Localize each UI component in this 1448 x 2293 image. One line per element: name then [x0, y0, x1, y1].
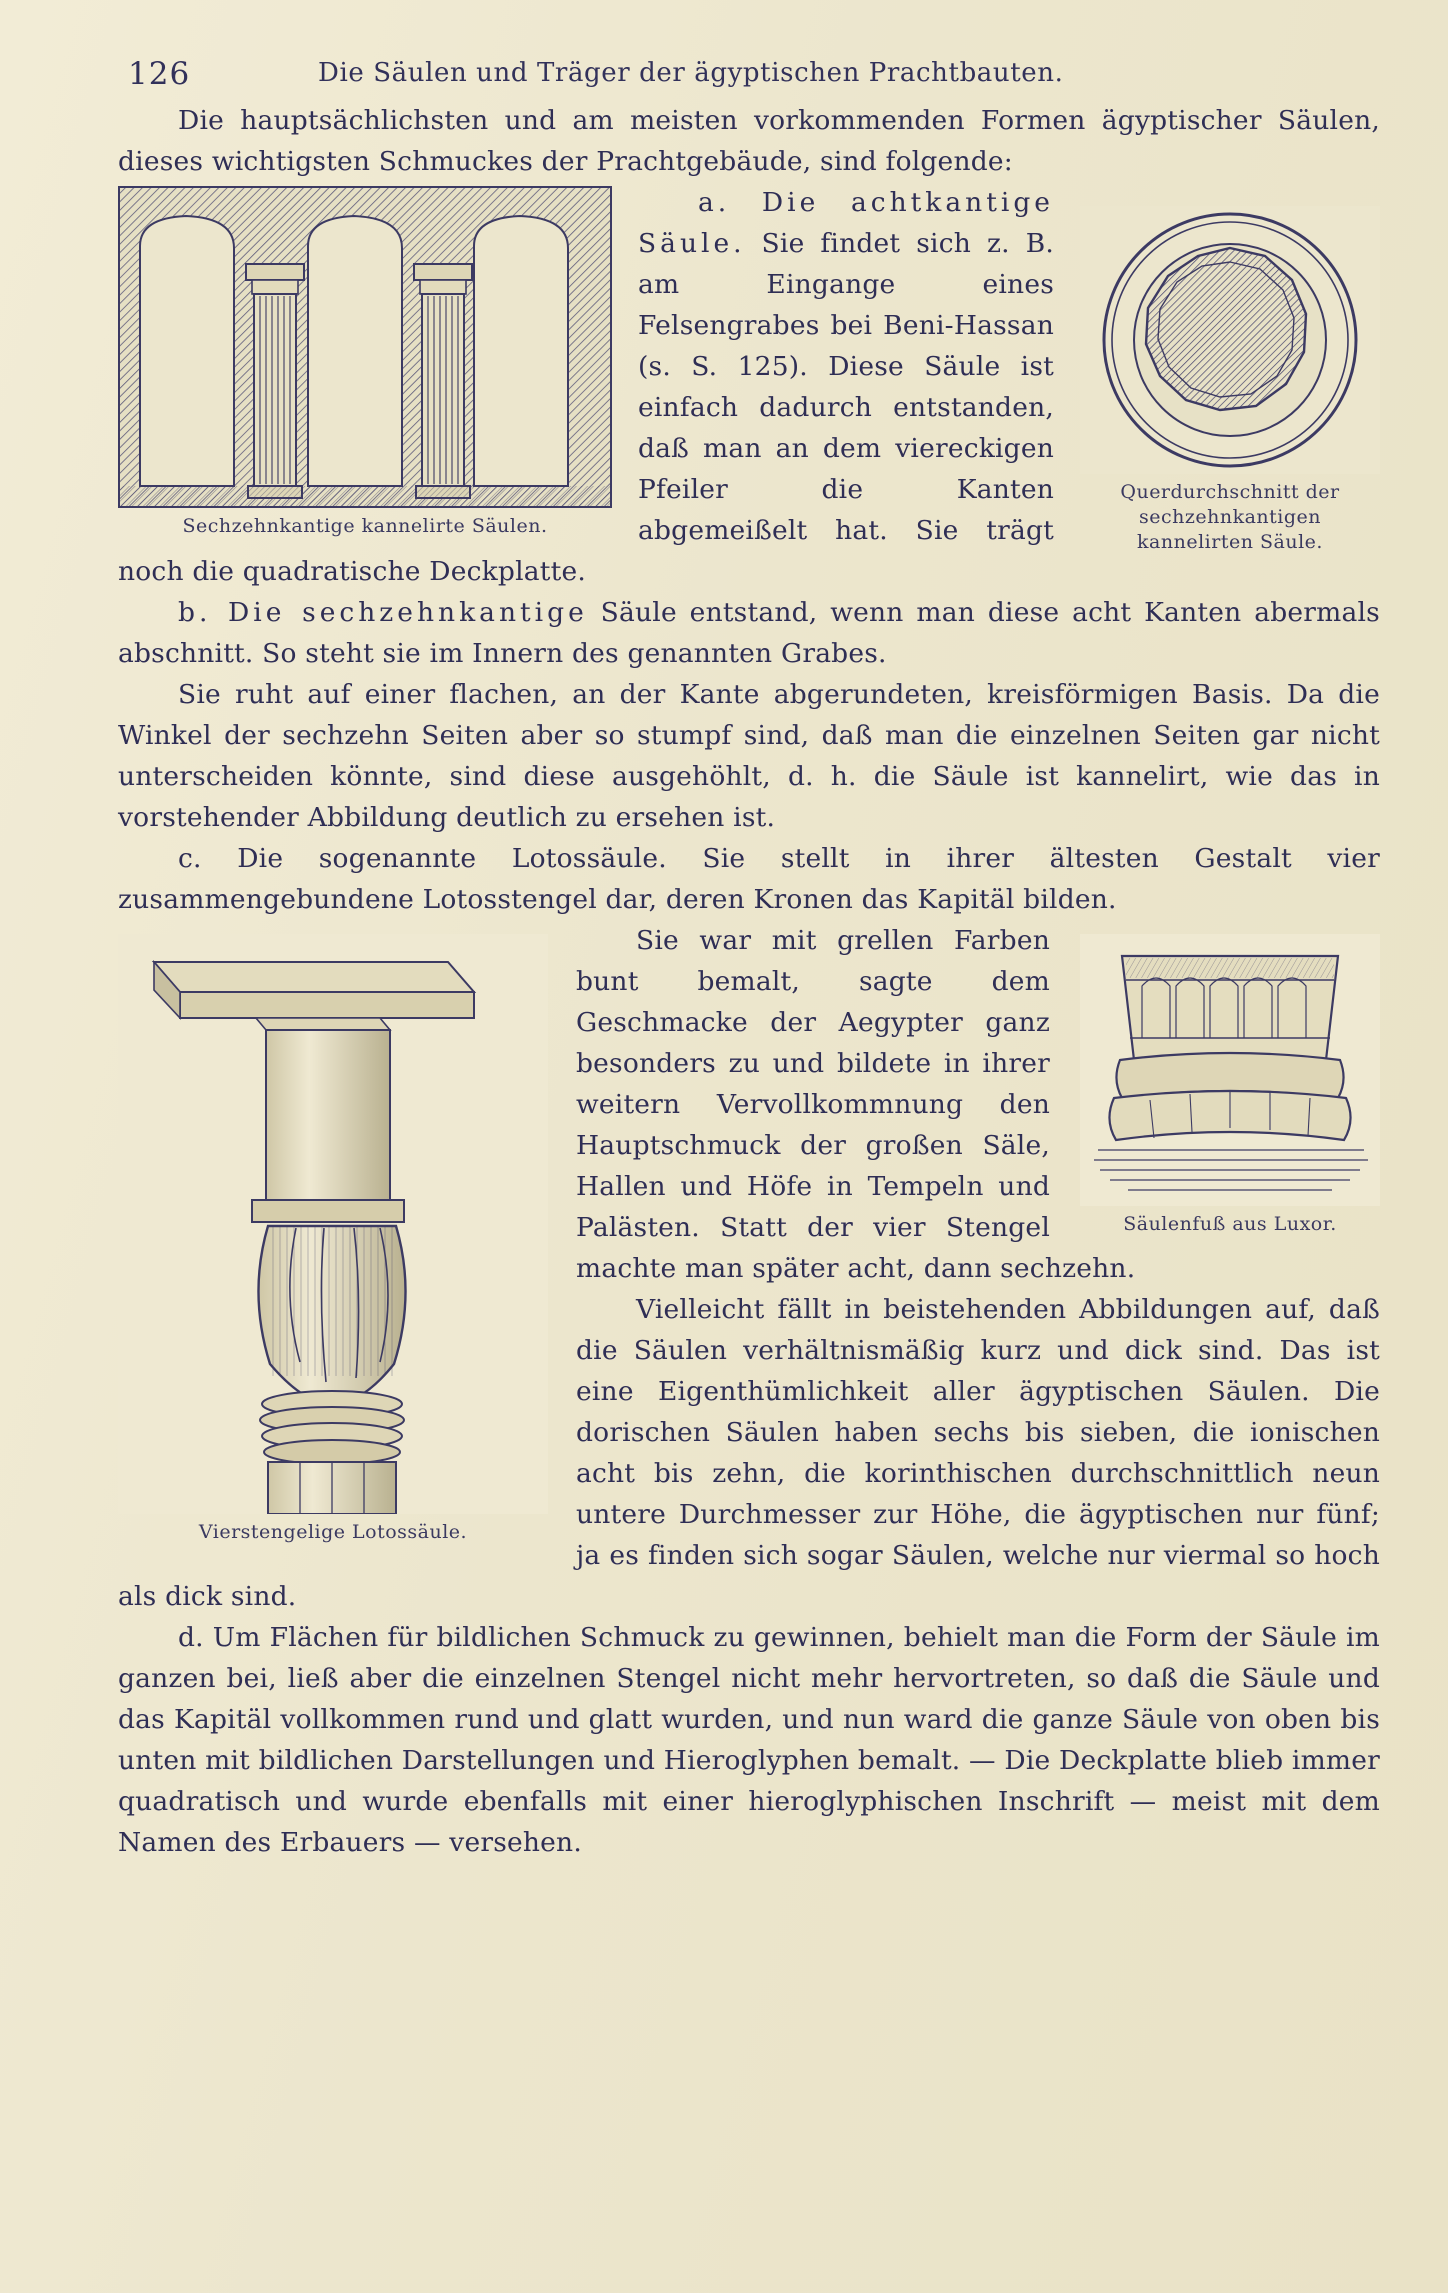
- paragraph-lotus-column: c. Die sogenannte Lotossäule. Sie stellt in ihrer ältesten Gestalt vier zusammengebundene Lotosstengel dar, deren Kronen das Kapitäl bilden.: [118, 843, 1380, 915]
- base-drum: [1122, 956, 1338, 1060]
- figure-cross-section: [1080, 206, 1380, 555]
- column-shaft-2: [414, 264, 472, 498]
- page-number: 126: [128, 56, 191, 92]
- engraving-sixteen-sided-columns: [118, 186, 612, 508]
- figure-column-base-luxor: [1080, 934, 1380, 1237]
- figure-caption-cross-section: Querdurchschnitt der sechzehnkantigen kannelirten Säule.: [1120, 481, 1340, 553]
- engraving-cross-section: [1080, 206, 1380, 474]
- figure-caption-base: Säulenfuß aus Luxor.: [1123, 1213, 1337, 1235]
- paragraph-sixteen-sided: b. Die sechzehnkantige Säule entstand, wenn man diese acht Kanten abermals abschnitt. So steht sie im Innern des genannten Grabes.: [118, 597, 1380, 669]
- figure-caption-columns: Sechzehnkantige kannelirte Säulen.: [182, 515, 548, 537]
- abacus: [154, 962, 474, 1018]
- lead-in-d: d. Um Flächen für bildlichen Schmuck zu gewinnen,: [178, 1622, 895, 1653]
- engraving-column-base-luxor: [1080, 934, 1380, 1206]
- column-shaft-1: [246, 264, 304, 498]
- running-head: [118, 48, 1380, 100]
- column-shaft: [268, 1462, 396, 1514]
- binding-rings: [260, 1391, 404, 1464]
- paragraph-proportions: Vielleicht fällt in beistehenden Abbildungen auf, daß die Säulen verhältnismäßig kurz und dick sind. Das ist eine Eigenthümlichkeit aller ägyptischen Säulen. Die dorischen Säulen haben sechs bis sieben, die ionischen acht bis zehn, die korinthischen durchschnittlich neun untere Durchmesser zur Höhe, die ägyptischen nur fünf; ja es finden sich sogar Säulen, welche nur viermal so hoch als dick sind.: [118, 1294, 1380, 1612]
- running-head-title: Die Säulen und Träger der ägyptischen Prachtbauten.: [318, 58, 1064, 88]
- base-torus: [1109, 1053, 1350, 1140]
- page-content: [118, 48, 1380, 2228]
- paragraph-intro: Die hauptsächlichsten und am meisten vorkommenden Formen ägyptischer Säulen, dieses wichtigsten Schmuckes der Prachtgebäude, sind folgende:: [118, 105, 1380, 177]
- lead-in-c: c. Die sogenannte Lotossäule.: [178, 843, 667, 874]
- engraving-lotus-column: [118, 934, 548, 1514]
- paragraph-surfaces: d. Um Flächen für bildlichen Schmuck zu gewinnen, behielt man die Form der Säule im ganzen bei, ließ aber die einzelnen Stengel nicht mehr hervortreten, so daß die Säule und das Kapitäl vollkommen rund und glatt wurden, und nun ward die ganze Säule von oben bis unten mit bildlichen Darstellungen und Hieroglyphen bemalt. — Die Deckplatte blieb immer quadratisch und wurde ebenfalls mit einer hieroglyphischen Inschrift — meist mit dem Namen des Erbauers — versehen.: [118, 1622, 1380, 1858]
- figure-lotus-column: [118, 934, 548, 1545]
- figure-caption-lotus: Vierstengelige Lotossäule.: [198, 1521, 468, 1543]
- paragraph-base-description: Sie ruht auf einer flachen, an der Kante abgerundeten, kreisförmigen Basis. Da die Winkel der sechzehn Seiten aber so stumpf sind, daß man die einzelnen Seiten gar nicht unterscheiden könnte, sind diese ausgehöhlt, d. h. die Säule ist kannelirt, wie das in vorstehender Abbildung deutlich zu ersehen ist.: [118, 679, 1380, 833]
- paragraph-colouring: Sie war mit grellen Farben bunt bemalt, sagte dem Geschmacke der Aegypter ganz besonders zu und bildete in ihrer weitern Vervollkommnung den Hauptschmuck der großen Säle, Hallen und Höfe in Tempeln und Palästen. Statt der vier Stengel machte man später acht, dann sechzehn.: [576, 925, 1136, 1284]
- lead-in-a: a. Die achtkantige Säule.: [638, 187, 1054, 259]
- capital-block: [252, 1018, 404, 1222]
- lead-in-b: b. Die sechzehnkantige: [178, 597, 588, 628]
- paragraph-octagonal: a. Die achtkantige Säule. Sie findet sich z. B. am Eingange eines Felsengrabes bei Beni‑Hassan (s. S. 125). Diese Säule ist einfach dadurch entstanden, daß man an dem viereckigen Pfeiler die Kanten abgemeißelt hat. Sie trägt noch die quadratische Deckplatte.: [118, 187, 1054, 587]
- figure-sixteen-sided-columns: [118, 186, 612, 539]
